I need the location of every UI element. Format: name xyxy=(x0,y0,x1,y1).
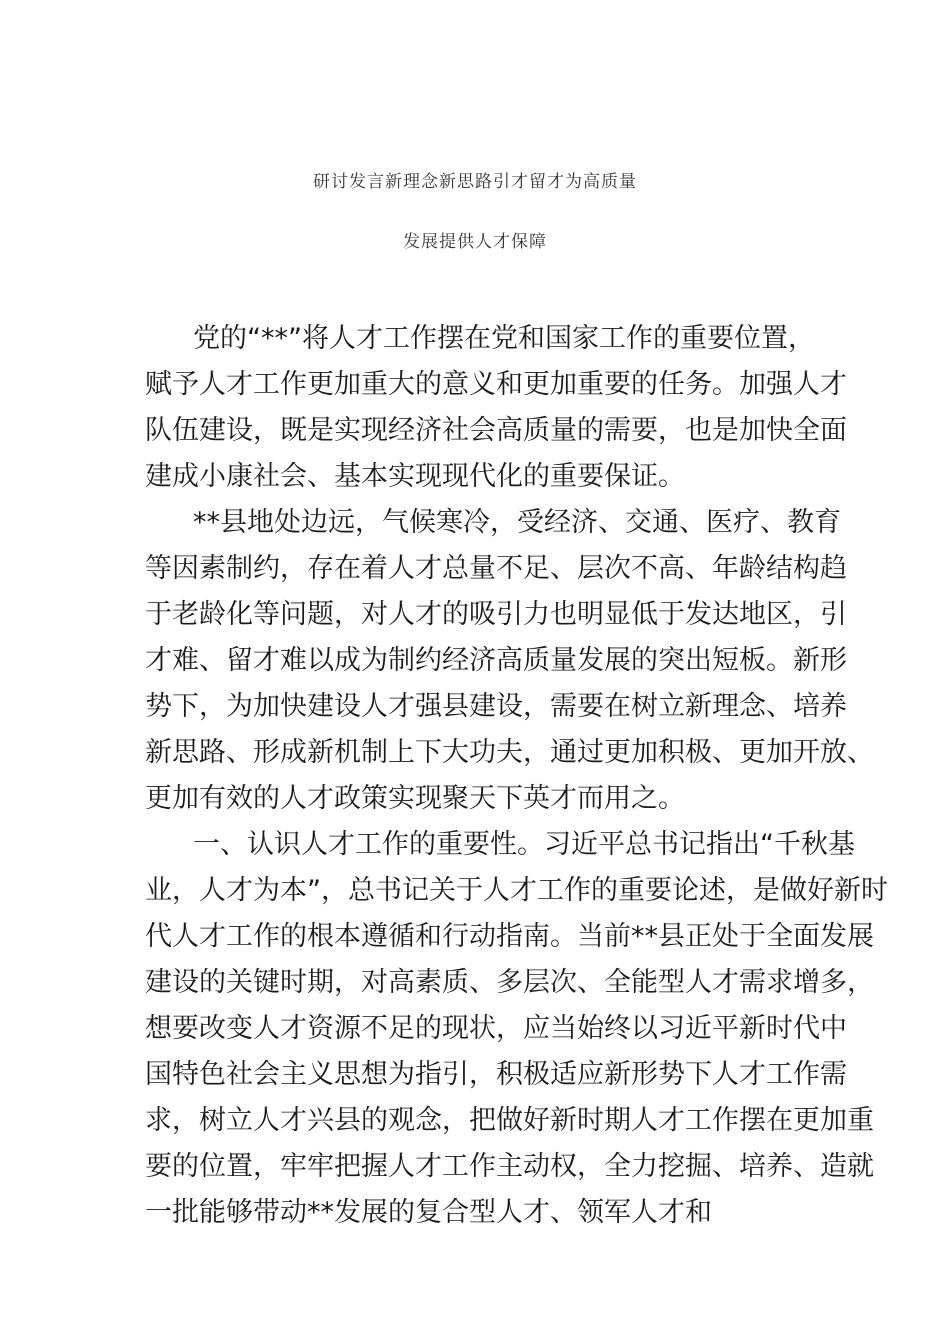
paragraph-3-line-6: 国特色社会主义思想为指引，积极适应新形势下人才工作需 xyxy=(145,1059,847,1090)
paragraph-3-line-5: 想要改变人才资源不足的现状，应当始终以习近平新时代中 xyxy=(145,1013,847,1044)
paragraph-2-line-4: 才难、留才难以成为制约经济高质量发展的突出短板。新形 xyxy=(145,645,847,676)
paragraph-2-line-7: 更加有效的人才政策实现聚天下英才而用之。 xyxy=(145,783,685,814)
paragraph-2-line-5: 势下，为加快建设人才强县建设，需要在树立新理念、培养 xyxy=(145,691,847,722)
paragraph-1-line-2: 赋予人才工作更加重大的意义和更加重要的任务。加强人才 xyxy=(145,369,847,400)
paragraph-3-line-1: 一、认识人才工作的重要性。习近平总书记指出“千秋基 xyxy=(193,829,855,860)
paragraph-3-line-8: 要的位置，牢牢把握人才工作主动权，全力挖掘、培养、造就 xyxy=(145,1151,874,1182)
paragraph-2-line-6: 新思路、形成新机制上下大功夫，通过更加积极、更加开放、 xyxy=(145,737,874,768)
title-line-1: 研讨发言新理念新思路引才留才为高质量 xyxy=(313,172,637,192)
paragraph-2-line-3: 于老龄化等问题，对人才的吸引力也明显低于发达地区，引 xyxy=(145,599,847,630)
paragraph-2-line-1: **县地处边远，气候寒冷，受经济、交通、医疗、教育 xyxy=(193,507,841,538)
paragraph-3-line-9: 一批能够带动**发展的复合型人才、领军人才和 xyxy=(145,1197,712,1228)
paragraph-1-line-1: 党的“**”将人才工作摆在党和国家工作的重要位置， xyxy=(193,323,815,354)
paragraph-1-line-4: 建成小康社会、基本实现现代化的重要保证。 xyxy=(145,461,685,492)
title-line-2: 发展提供人才保障 xyxy=(403,232,547,252)
paragraph-3-line-7: 求，树立人才兴县的观念，把做好新时期人才工作摆在更加重 xyxy=(145,1105,874,1136)
paragraph-3-line-2: 业，人才为本”，总书记关于人才工作的重要论述，是做好新时 xyxy=(145,875,888,906)
paragraph-2-line-2: 等因素制约，存在着人才总量不足、层次不高、年龄结构趋 xyxy=(145,553,847,584)
paragraph-1-line-3: 队伍建设，既是实现经济社会高质量的需要，也是加快全面 xyxy=(145,415,847,446)
paragraph-3-line-3: 代人才工作的根本遵循和行动指南。当前**县正处于全面发展 xyxy=(145,921,874,952)
paragraph-3-line-4: 建设的关键时期，对高素质、多层次、全能型人才需求增多， xyxy=(145,967,874,998)
